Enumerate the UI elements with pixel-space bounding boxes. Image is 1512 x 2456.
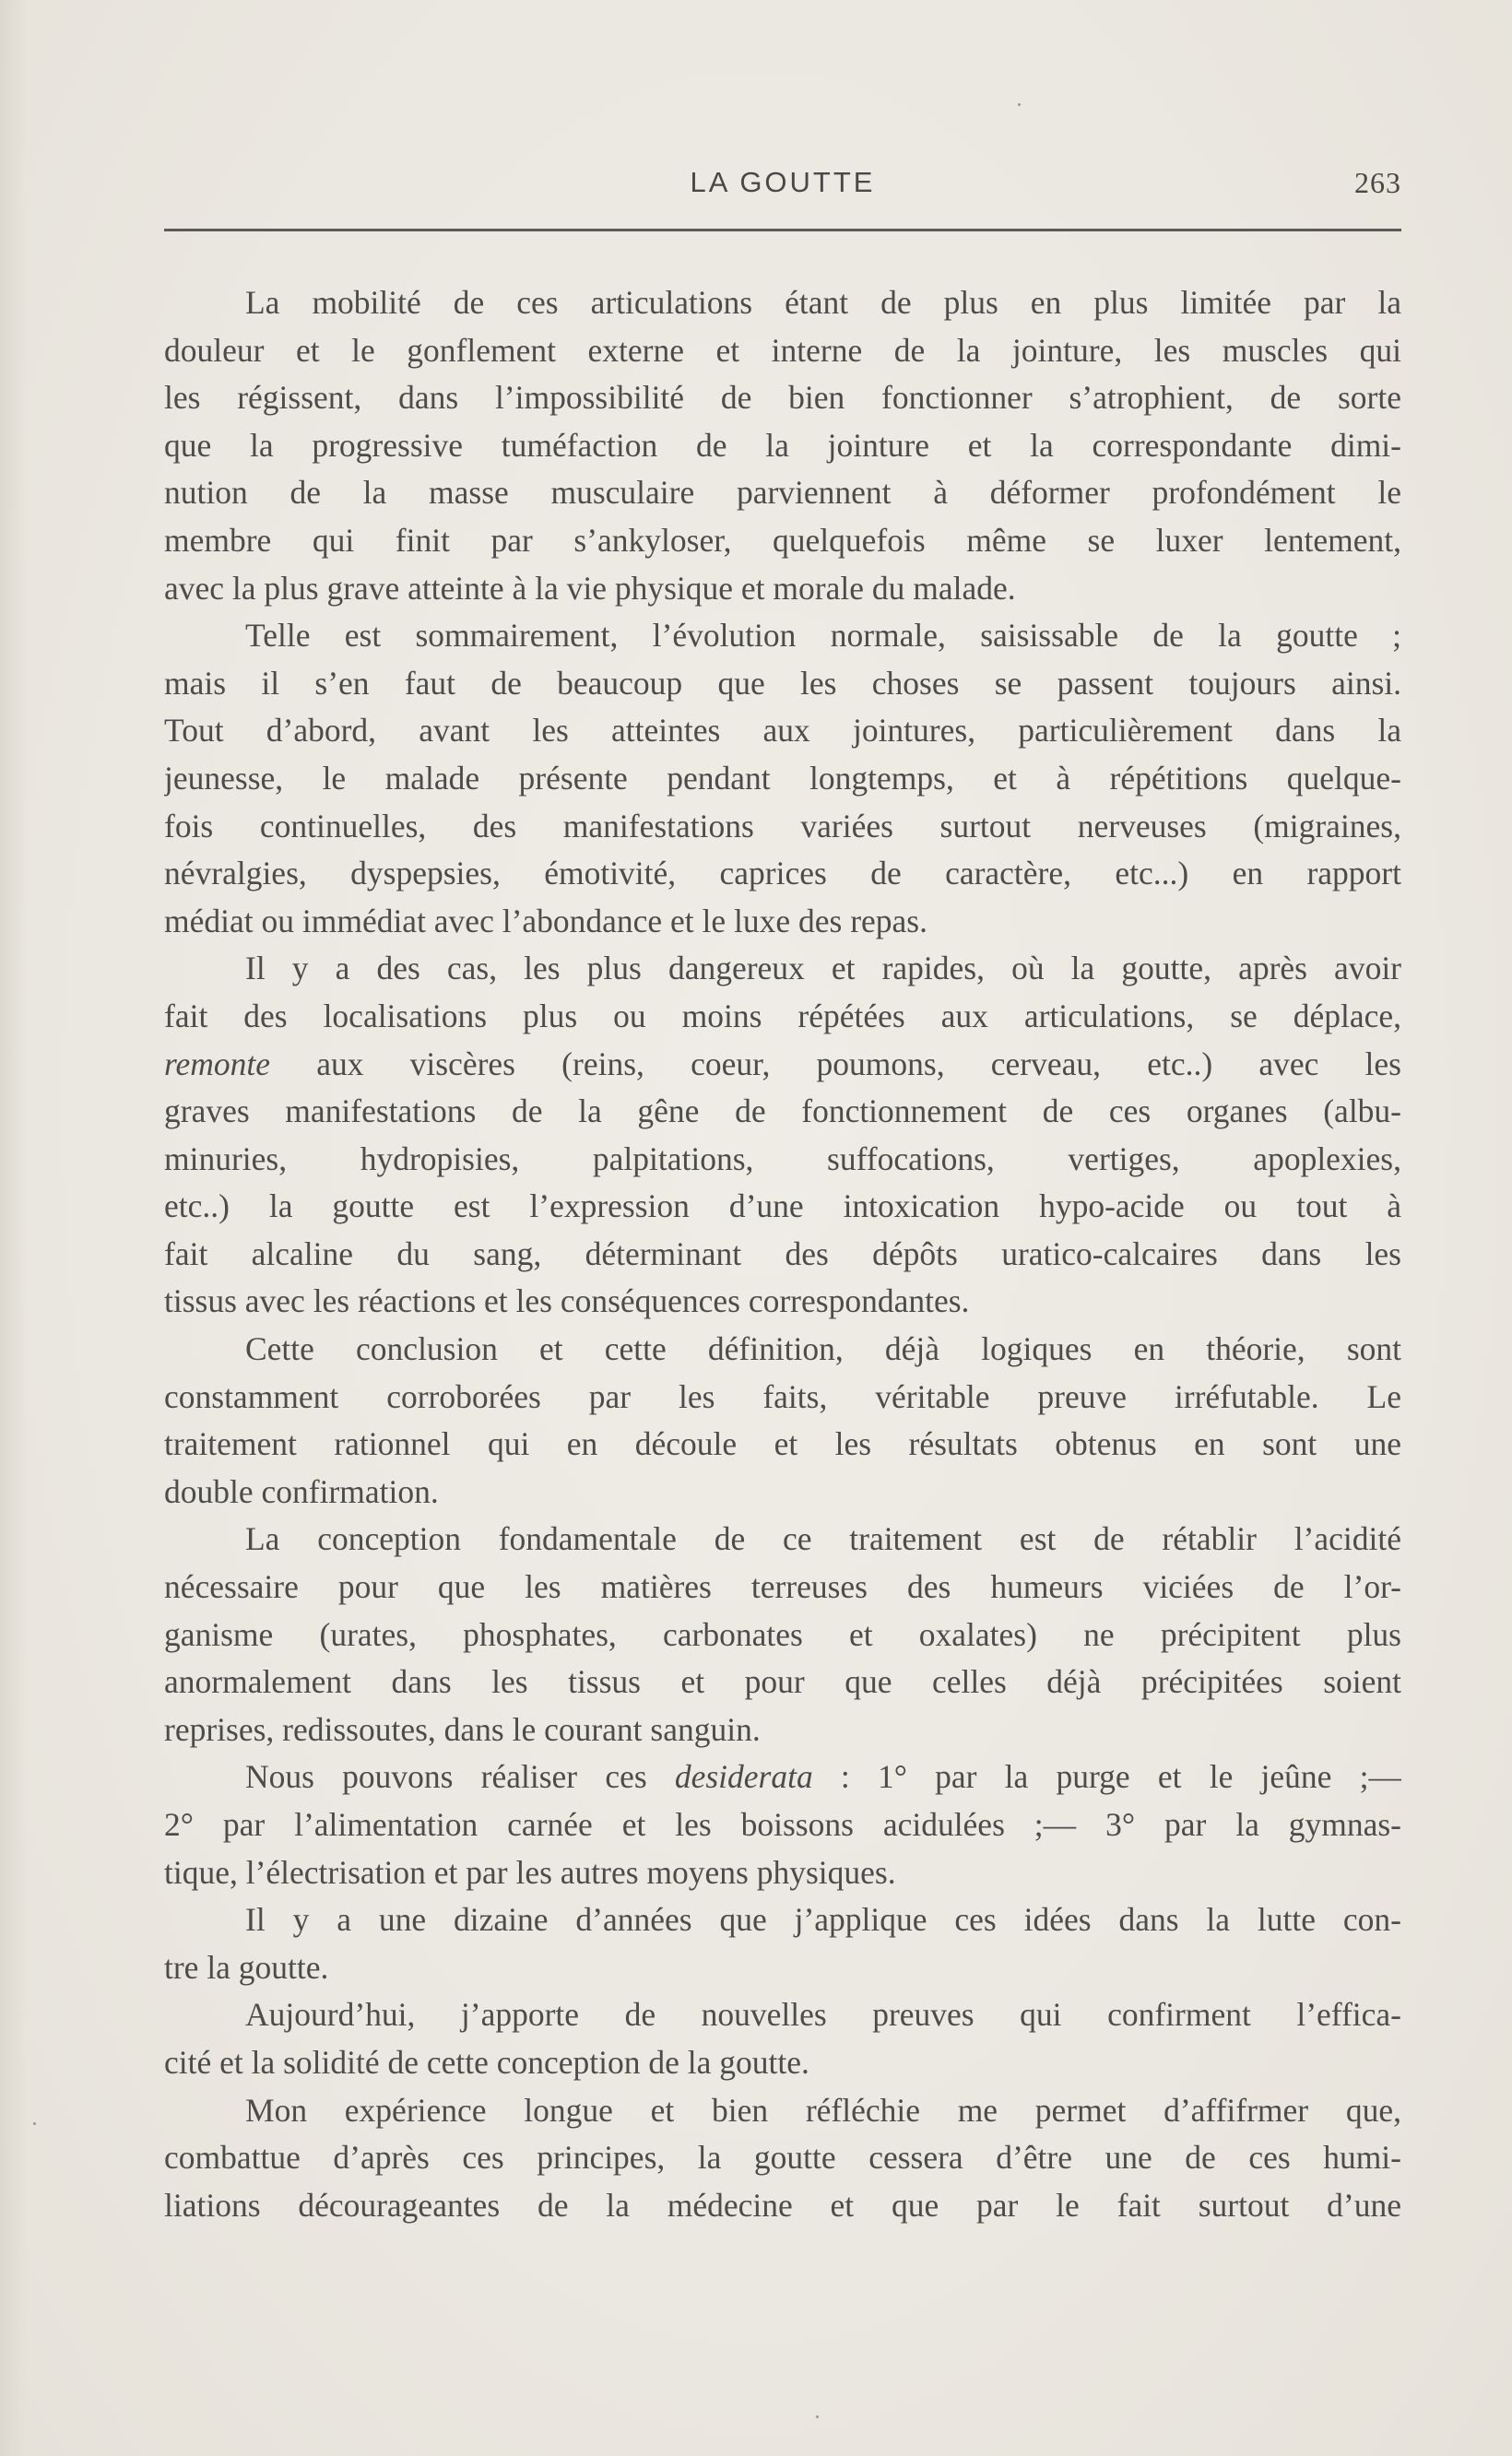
text-line: [164, 1516, 1401, 1564]
line-text: membre qui finit par s’ankyloser, quelquefois même se luxer lentement,: [164, 521, 1401, 559]
line-text: Il y a une dizaine d’années que j’applique ces idées dans la lutte con-: [245, 1901, 1401, 1939]
text-line: [164, 803, 1401, 851]
text-line: [164, 2182, 1401, 2230]
line-text: nution de la masse musculaire parviennent à déformer profondément le: [164, 474, 1401, 512]
text-line: [164, 1612, 1401, 1659]
line-text: etc..) la goutte est l’expression d’une intoxication hypo-acide ou tout à: [164, 1187, 1401, 1225]
line-text: La mobilité de ces articulations étant de plus en plus limitée par la: [245, 284, 1401, 321]
text-line: [164, 1421, 1401, 1469]
italic-term: desiderata: [674, 1758, 813, 1796]
text-line: [164, 422, 1401, 470]
line-text: minuries, hydropisies, palpitations, suffocations, vertiges, apoplexies,: [164, 1139, 1401, 1177]
text-line: [164, 1801, 1401, 1849]
text-line: [164, 2134, 1401, 2182]
line-text: anormalement dans les tissus et pour que celles déjà précipitées soient: [164, 1663, 1401, 1701]
text-line: [164, 945, 1401, 993]
text-line: [164, 1231, 1401, 1279]
text-line: [164, 1564, 1401, 1612]
text-line: [164, 1136, 1401, 1184]
line-text: nécessaire pour que les matières terreuses des humeurs viciées de l’or-: [164, 1568, 1401, 1606]
line-text: Cette conclusion et cette définition, déjà logiques en théorie, sont: [245, 1330, 1401, 1368]
line-text: douleur et le gonflement externe et interne de la jointure, les muscles qui: [164, 331, 1401, 369]
text-line: [164, 374, 1401, 422]
line-text: tissus avec les réactions et les conséquences correspondantes.: [164, 1282, 970, 1320]
text-line: [164, 2087, 1401, 2135]
text-line: [164, 469, 1401, 517]
text-line: [164, 1753, 1401, 1801]
text-line: [164, 2039, 1401, 2087]
line-text: reprises, redissoutes, dans le courant sanguin.: [164, 1710, 761, 1748]
line-text: Telle est sommairement, l’évolution normale, saisissable de la goutte ;: [245, 617, 1401, 655]
text-line: [164, 1991, 1401, 2039]
line-text: mais il s’en faut de beaucoup que les choses se passent toujours ainsi.: [164, 664, 1401, 702]
text-line: [164, 1278, 1401, 1326]
text-line: [164, 898, 1401, 946]
running-title: LA GOUTTE: [690, 166, 876, 198]
running-header: [164, 159, 1401, 203]
page-edge-shadow: [0, 0, 28, 2456]
text-line: [164, 1041, 1401, 1089]
line-text: combattue d’après ces principes, la goutte cessera d’être une de ces humi-: [164, 2139, 1401, 2177]
text-line: [164, 1944, 1401, 1992]
text-line: [164, 993, 1401, 1041]
paper-speck: [816, 2415, 819, 2418]
line-text: ganisme (urates, phosphates, carbonates et oxalates) ne précipitent plus: [164, 1615, 1401, 1653]
line-text: double confirmation.: [164, 1472, 439, 1510]
text-line: [164, 1659, 1401, 1706]
line-text: constamment corroborées par les faits, véritable preuve irréfutable. Le: [164, 1377, 1401, 1415]
line-text: fois continuelles, des manifestations variées surtout nerveuses (migraines,: [164, 807, 1401, 844]
text-line: [164, 850, 1401, 898]
line-text: Il y a des cas, les plus dangereux et rapides, où la goutte, après avoir: [245, 950, 1401, 987]
page-number: 263: [1354, 166, 1401, 199]
paper-speck: [33, 2122, 36, 2125]
body-text: [164, 279, 1401, 2229]
text-line: [164, 1326, 1401, 1374]
text-line: [164, 1374, 1401, 1422]
italic-term: remonte: [164, 1045, 271, 1082]
text-line: [164, 1849, 1401, 1897]
line-text: fait alcaline du sang, déterminant des dépôts uratico-calcaires dans les: [164, 1234, 1401, 1272]
line-text: jeunesse, le malade présente pendant longtemps, et à répétitions quelque-: [164, 759, 1401, 797]
text-line: [164, 707, 1401, 755]
line-text: : 1° par la purge et le jeûne ;—: [812, 1758, 1401, 1796]
line-text: Mon expérience longue et bien réfléchie me permet d’affifrmer que,: [245, 2091, 1401, 2129]
line-text: tique, l’électrisation et par les autres moyens physiques.: [164, 1853, 896, 1891]
line-text: que la progressive tuméfaction de la jointure et la correspondante dimi-: [164, 426, 1401, 464]
line-text: Nous pouvons réaliser ces: [245, 1758, 675, 1796]
line-text: médiat ou immédiat avec l’abondance et le luxe des repas.: [164, 902, 927, 939]
line-text: graves manifestations de la gêne de fonctionnement de ces organes (albu-: [164, 1092, 1401, 1130]
text-line: [164, 279, 1401, 327]
text-line: [164, 1088, 1401, 1136]
line-text: avec la plus grave atteinte à la vie physique et morale du malade.: [164, 569, 1016, 607]
text-line: [164, 517, 1401, 565]
line-text: cité et la solidité de cette conception de la goutte.: [164, 2043, 809, 2081]
line-text: 2° par l’alimentation carnée et les boissons acidulées ;— 3° par la gymnas-: [164, 1806, 1401, 1843]
line-text: traitement rationnel qui en découle et les résultats obtenus en sont une: [164, 1425, 1401, 1463]
line-text: Tout d’abord, avant les atteintes aux jointures, particulièrement dans la: [164, 712, 1401, 750]
text-line: [164, 1183, 1401, 1231]
line-text: La conception fondamentale de ce traitement est de rétablir l’acidité: [245, 1520, 1401, 1558]
line-text: névralgies, dyspepsies, émotivité, caprices de caractère, etc...) en rapport: [164, 855, 1401, 892]
text-line: [164, 1469, 1401, 1517]
line-text: liations décourageantes de la médecine et que par le fait surtout d’une: [164, 2186, 1401, 2224]
paper-speck: [1018, 103, 1021, 106]
text-line: [164, 565, 1401, 613]
line-text: aux viscères (reins, coeur, poumons, cerveau, etc..) avec les: [270, 1045, 1401, 1082]
text-line: [164, 660, 1401, 708]
text-line: [164, 612, 1401, 660]
line-text: Aujourd’hui, j’apporte de nouvelles preuves qui confirment l’effica-: [245, 1996, 1401, 2034]
line-text: les régissent, dans l’impossibilité de bien fonctionner s’atrophient, de sorte: [164, 379, 1401, 417]
line-text: tre la goutte.: [164, 1948, 329, 1986]
text-line: [164, 755, 1401, 803]
header-rule: [164, 229, 1401, 231]
text-line: [164, 1706, 1401, 1754]
line-text: fait des localisations plus ou moins répétées aux articulations, se déplace,: [164, 997, 1401, 1034]
text-line: [164, 1896, 1401, 1944]
text-line: [164, 327, 1401, 375]
